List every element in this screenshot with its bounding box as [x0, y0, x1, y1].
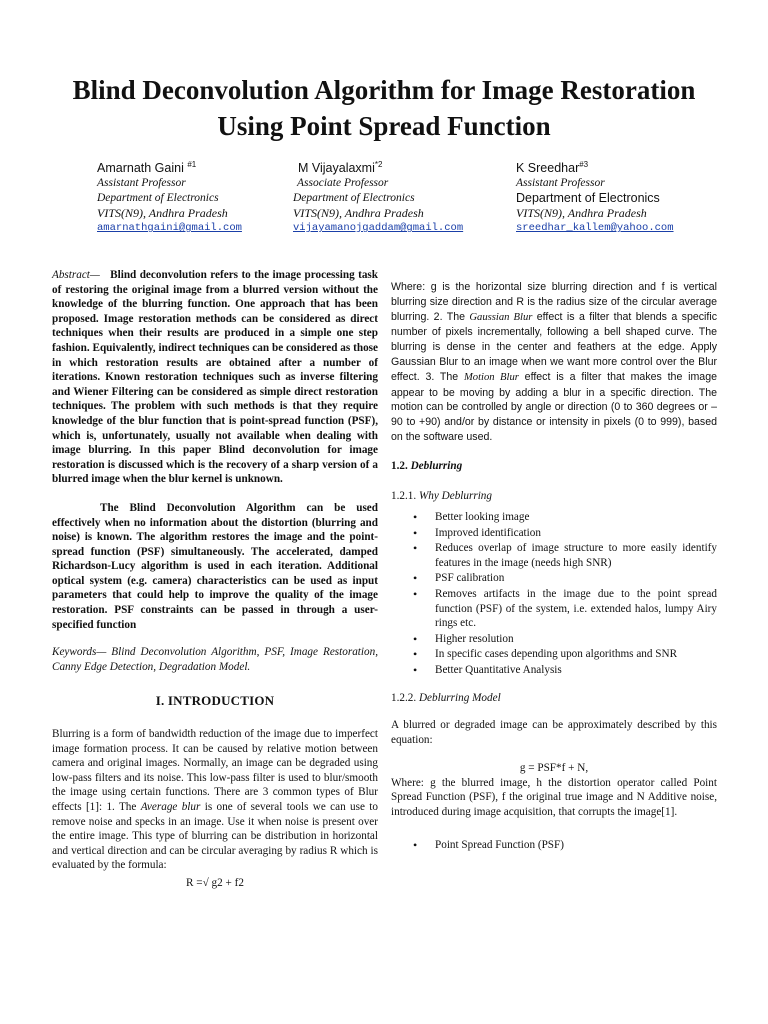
author-dept: Department of Electronics — [293, 192, 415, 205]
abstract — [52, 268, 378, 632]
author-name: Amarnath Gaini $^{\#1}$ — [97, 160, 197, 176]
model-paragraph: A blurred or degraded image can be approximately described by this equation: — [391, 719, 717, 746]
author-location: VITS(N9), Andhra Pradesh — [293, 206, 424, 221]
author-dept: Department of Electronics — [97, 192, 219, 205]
keywords: Keywords— Blind Deconvolution Algorithm, PSF, Image Restoration, Canny Edge Detection, Degradation Model. — [52, 646, 378, 673]
subsection-heading-why-deblurring: 1.2.1. Why Deblurring — [391, 490, 492, 503]
abstract-label: Abstract— — [52, 269, 100, 281]
list-item: • Reduces overlap of image structure to more easily identify features in the image (needs high SNR) — [435, 541, 717, 570]
author-location: VITS(N9), Andhra Pradesh — [97, 206, 228, 221]
right-column — [391, 280, 717, 853]
author-email-link[interactable]: sreedhar_kallem@yahoo.com — [516, 222, 674, 235]
model-explanation: Where: g the blurred image, h the distortion operator called Point Spread Function (PSF), f the original true image and N Additive noise, introduced during image acquisition, that corrupts the image[1]. — [391, 776, 717, 819]
author-role: Associate Professor — [297, 177, 389, 190]
list-item: • Improved identification — [435, 526, 717, 541]
list-item: • PSF calibration — [435, 571, 717, 586]
author-email-link[interactable]: vijayamanojgaddam@gmail.com — [293, 222, 464, 235]
author-name: K Sreedhar$^{\#3}$ — [516, 160, 589, 176]
author-role: Assistant Professor — [516, 177, 605, 190]
author-email-link[interactable]: amarnathgaini@gmail.com — [97, 222, 242, 235]
intro-paragraph: Blurring is a form of bandwidth reduction of the image due to imperfect image formation process. It can be caused by relative motion between camera and original images. Normally, an image can be degraded using low-pass filters and its noise. This low-pass filter is used to blur/smooth the image using certain functions. There are 3 common types of Blur effects [1]: 1. The Average blur is one of several tools we can use to remove noise and specks in an image. Use it when noise is present over the entire image. This type of blurring can be distribution in horizontal and vertical direction and can be circular averaging by radius R which is evaluated by the formula: — [52, 728, 379, 872]
author-role: Assistant Professor — [97, 177, 186, 190]
why-deblurring-list — [391, 510, 717, 678]
list-item: • In specific cases depending upon algorithms and SNR — [435, 647, 717, 662]
author-name: M Vijayalaxmi$^{*2}$ — [298, 160, 383, 176]
list-item: • Removes artifacts in the image due to the point spread function (PSF) of the system, i.e. extended halos, lumpy Airy rings etc. — [435, 587, 717, 631]
left-column — [52, 268, 378, 891]
list-item: • Higher resolution — [435, 632, 717, 647]
author-block-3 — [516, 157, 674, 236]
abstract-paragraph: Abstract— Blind deconvolution refers to the image processing task of restoring the original image from a blurred version without the knowledge of the blurring function. One approach that has been proposed. Image restoration methods can be considered as direct techniques when their results are produced in a simple one step fashion. Equivalently, indirect techniques can be considered as those in which restoration results are obtained after a number of iterations. Known restoration techniques such as inverse filtering and Wiener Filtering can be considered as simple direct restoration techniques. The problem with such methods is that they require knowledge of the blur function that is point-spread function (PSF), which is, unfortunately, usually not available when dealing with image blurring. In this paper Blind deconvolution for image restoration is discussed which is the recovery of a sharp version of a blurred image when the blur kernel is unknown. — [52, 269, 378, 486]
subsection-heading-deblurring-model: 1.2.2. Deblurring Model — [391, 692, 501, 705]
subsection-heading-deblurring: 1.2. Deblurring — [391, 459, 463, 472]
author-location: VITS(N9), Andhra Pradesh — [516, 206, 647, 221]
abstract-paragraph-2: The Blind Deconvolution Algorithm can be used effectively when no information about the distortion (blurring and noise) is known. The algorithm restores the image and the point-spread function (PSF) simultaneously. The accelerated, damped Richardson-Lucy algorithm is used in each iteration. Additional optical system (e.g. camera) characteristics can be used as input parameters that could help to improve the quality of the image restoration. PSF constraints can be passed in through a user-specified function — [52, 501, 378, 631]
formula-radius: R =√ g2 + f2 — [186, 876, 244, 889]
author-block-1 — [97, 157, 242, 236]
model-equation: g = PSF*f + N, — [519, 762, 589, 775]
list-item: • Better Quantitative Analysis — [435, 663, 717, 678]
author-block-2 — [293, 157, 463, 236]
paper-title: Blind Deconvolution Algorithm for Image Restoration Using Point Spread Function — [72, 75, 696, 141]
list-item: • Point Spread Function (PSF) — [435, 838, 717, 853]
author-dept: Department of Electronics — [516, 191, 660, 206]
section-heading-introduction: I. INTRODUCTION — [155, 693, 275, 709]
list-item: • Better looking image — [435, 510, 717, 525]
blur-types-paragraph: Where: g is the horizontal size blurring direction and f is vertical blurring size direction and R is the radius size of the circular average blurring. 2. The Gaussian Blur effect is a filter that blends a specific number of pixels incrementally, following a bell shaped curve. The blurring is dense in the center and feathers at the edge. Apply Gaussian Blur to an image when we want more control over the Blur effect. 3. The Motion Blur effect is a filter that makes the image appear to be moving by adding a blur in a specific direction. The motion can be controlled by angle or direction (0 to 360 degrees or –90 to +90) and/or by distance or intensity in pixels (0 to 999), based on the software used. — [391, 281, 717, 443]
psf-list — [391, 838, 717, 853]
